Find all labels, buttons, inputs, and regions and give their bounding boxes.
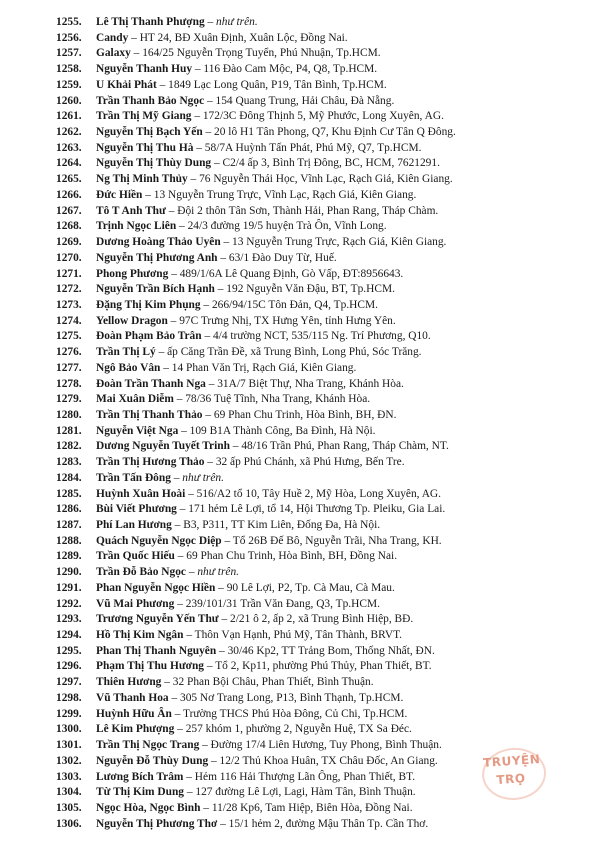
entry-address: – 257 khóm 1, phường 2, Nguyễn Huệ, TX Sa Đéc. bbox=[174, 723, 412, 736]
entry-address: – ấp Căng Trần Đề, xã Trung Bình, Long Phú, Sóc Trăng. bbox=[155, 346, 422, 359]
entry-name: Nguyễn Đỗ Thùy Dung bbox=[96, 754, 209, 767]
entry-address: – Hẻm 116 Hải Thượng Lãn Ông, Phan Thiết, BT. bbox=[183, 770, 416, 783]
list-item bbox=[56, 94, 556, 110]
entry-number: 1301. bbox=[56, 739, 82, 752]
entry-address: – Thôn Vạn Hạnh, Phú Mỹ, Tân Thành, BRVT. bbox=[183, 629, 403, 642]
entry-address: – 1849 Lạc Long Quân, P19, Tân Bình, Tp.HCM. bbox=[156, 78, 387, 91]
list-item bbox=[56, 15, 556, 31]
entry-name: Thiên Hương bbox=[96, 676, 162, 689]
entry-number: 1279. bbox=[56, 393, 82, 406]
entry-name: Dương Hoàng Thảo Uyên bbox=[96, 236, 221, 249]
entry-name: Galaxy bbox=[96, 47, 131, 60]
entry-name: Trần Tấn Đông bbox=[96, 471, 171, 484]
entry-number: 1270. bbox=[56, 251, 82, 264]
entry-address: – 4/4 trường NCT, 535/115 Ng. Trí Phương, Q10. bbox=[201, 330, 431, 343]
entry-number: 1282. bbox=[56, 440, 82, 453]
entry-address: – Trường THCS Phú Hòa Đông, Củ Chi, Tp.HCM. bbox=[171, 707, 408, 720]
entry-name: Trần Quốc Hiếu bbox=[96, 550, 175, 563]
entry-address: – 12/2 Thủ Khoa Huân, TX Châu Đốc, An Giang. bbox=[208, 754, 438, 767]
entry-number: 1286. bbox=[56, 503, 82, 516]
entry-address: – như trên. bbox=[185, 566, 240, 579]
list-item bbox=[56, 612, 556, 628]
list-item bbox=[56, 204, 556, 220]
entry-number: 1297. bbox=[56, 676, 82, 689]
list-item bbox=[56, 345, 556, 361]
entry-address: – Tổ 26B Đế Bô, Nguyễn Trãi, Nha Trang, KH. bbox=[221, 534, 442, 547]
entry-name: Trần Thị Thanh Thảo bbox=[96, 408, 203, 421]
list-item bbox=[56, 314, 556, 330]
entry-address: – 63/1 Đào Duy Từ, Huế. bbox=[217, 251, 337, 264]
list-item bbox=[56, 707, 556, 723]
list-item bbox=[56, 78, 556, 94]
entry-address: – 171 hẻm Lê Lợi, tổ 14, Hội Thương Tp. Pleiku, Gia Lai. bbox=[176, 503, 446, 516]
stamp-text-2: TRỌ bbox=[495, 771, 527, 788]
entry-name: Nguyễn Thị Thùy Dung bbox=[96, 157, 212, 170]
entry-name: Nguyễn Thị Thu Hà bbox=[96, 141, 194, 154]
entry-number: 1276. bbox=[56, 346, 82, 359]
entry-name: Huỳnh Hữu Ân bbox=[96, 707, 172, 720]
list-item bbox=[56, 502, 556, 518]
entry-number: 1291. bbox=[56, 581, 82, 594]
entry-number: 1303. bbox=[56, 770, 82, 783]
list-item bbox=[56, 455, 556, 471]
entry-address: – 24/3 đường 19/5 huyện Trà Ôn, Vĩnh Long. bbox=[176, 220, 387, 233]
entry-address: – 192 Nguyễn Văn Đậu, BT, Tp.HCM. bbox=[214, 283, 395, 296]
entry-address: – B3, P311, TT Kim Liên, Đống Đa, Hà Nội. bbox=[171, 519, 381, 531]
entry-number: 1255. bbox=[56, 16, 82, 28]
entry-address: – 76 Nguyễn Thái Học, Vĩnh Lạc, Rạch Giá, Kiên Giang. bbox=[187, 173, 453, 186]
entry-address: – 58/7A Huỳnh Tấn Phát, Phú Mỹ, Q7, Tp.HCM. bbox=[193, 141, 422, 154]
entry-name: Trần Thị Hương Thảo bbox=[96, 456, 205, 469]
entry-number: 1257. bbox=[56, 47, 82, 60]
entry-address: – 31A/7 Biệt Thự, Nha Trang, Khánh Hòa. bbox=[205, 377, 404, 390]
entry-number: 1258. bbox=[56, 63, 82, 76]
entry-address: – 78/36 Tuệ Tĩnh, Nha Trang, Khánh Hòa. bbox=[173, 393, 371, 406]
list-item bbox=[56, 329, 556, 345]
entry-number: 1269. bbox=[56, 236, 82, 249]
entry-number: 1288. bbox=[56, 534, 82, 547]
entry-address: – 69 Phan Chu Trinh, Hòa Bình, BH, ĐN. bbox=[202, 408, 397, 421]
entry-name: Vũ Thanh Hoa bbox=[96, 691, 169, 704]
entry-address: – HT 24, BĐ Xuân Định, Xuân Lộc, Đồng Nai. bbox=[128, 31, 348, 44]
list-item bbox=[56, 691, 556, 707]
entry-address: – 172/3C Đông Thịnh 5, Mỹ Phước, Long Xuyên, AG. bbox=[191, 110, 444, 123]
entry-number: 1268. bbox=[56, 220, 82, 233]
list-item bbox=[56, 251, 556, 267]
entry-name: Đặng Thị Kim Phụng bbox=[96, 298, 201, 311]
entry-address: – 69 Phan Chu Trinh, Hòa Bình, BH, Đồng Nai. bbox=[174, 550, 398, 563]
entry-number: 1285. bbox=[56, 487, 82, 500]
list-item bbox=[56, 801, 556, 817]
entry-name: Mai Xuân Diễm bbox=[96, 393, 174, 406]
entry-address: – Tổ 2, Kp11, phường Phú Thủy, Phan Thiết, BT. bbox=[204, 660, 432, 673]
entry-name: Lê Kim Phượng bbox=[96, 723, 175, 736]
entry-name: Quách Nguyễn Ngọc Diệp bbox=[96, 534, 222, 547]
entry-name: Trần Thị Lý bbox=[96, 346, 156, 359]
entry-address: – 15/1 hẻm 2, đường Mậu Thân Tp. Cần Thơ. bbox=[217, 817, 429, 830]
entry-name: Đoàn Phạm Bảo Trân bbox=[96, 330, 202, 343]
list-item bbox=[56, 785, 556, 801]
entry-name: Ngô Bảo Vân bbox=[96, 361, 161, 374]
entry-address: – 305 Nơ Trang Long, P13, Bình Thạnh, Tp.HCM. bbox=[168, 691, 404, 704]
entry-address: – 516/A2 tổ 10, Tây Huề 2, Mỹ Hòa, Long Xuyên, AG. bbox=[185, 487, 442, 500]
entry-name: Trịnh Ngọc Liên bbox=[96, 220, 177, 233]
entry-number: 1273. bbox=[56, 298, 82, 311]
entry-number: 1263. bbox=[56, 141, 82, 154]
entry-address: – 11/28 Kp6, Tam Hiệp, Biên Hòa, Đồng Nai. bbox=[200, 801, 413, 814]
entry-address: – Đội 2 thôn Tân Sơn, Thành Hải, Phan Rang, Tháp Chàm. bbox=[165, 204, 439, 217]
list-item bbox=[56, 644, 556, 660]
entry-name: Phí Lan Hương bbox=[96, 519, 172, 531]
address-list bbox=[56, 15, 556, 832]
entry-number: 1306. bbox=[56, 817, 82, 830]
entry-address: – 13 Nguyễn Trung Trực, Rạch Giá, Kiên Giang. bbox=[220, 236, 447, 249]
entry-number: 1280. bbox=[56, 408, 82, 421]
list-item bbox=[56, 817, 556, 833]
entry-address: – 154 Quang Trung, Hải Châu, Đà Nẵng. bbox=[204, 94, 395, 107]
entry-number: 1289. bbox=[56, 550, 82, 563]
entry-address: – 239/101/31 Trần Văn Đang, Q3, Tp.HCM. bbox=[174, 597, 380, 610]
entry-address: – 48/16 Trần Phú, Phan Rang, Tháp Chàm, NT. bbox=[229, 440, 449, 453]
entry-number: 1300. bbox=[56, 723, 82, 736]
entry-number: 1294. bbox=[56, 629, 82, 642]
list-item bbox=[56, 518, 556, 534]
entry-number: 1295. bbox=[56, 644, 82, 657]
entry-address: – C2/4 ấp 3, Bình Trị Đông, BC, HCM, 7621291. bbox=[211, 157, 440, 170]
entry-name: Nguyễn Thị Phương Thơ bbox=[96, 817, 218, 830]
entry-number: 1293. bbox=[56, 613, 82, 626]
entry-name: Trần Thị Mỹ Giang bbox=[96, 110, 192, 123]
entry-name: Candy bbox=[96, 31, 129, 44]
list-item bbox=[56, 424, 556, 440]
entry-address: – Đường 17/4 Liên Hương, Tuy Phong, Bình Thuận. bbox=[199, 739, 442, 752]
list-item bbox=[56, 534, 556, 550]
entry-number: 1292. bbox=[56, 597, 82, 610]
entry-name: Dương Nguyễn Tuyết Trinh bbox=[96, 440, 230, 453]
stamp-text-1: TRUYỆN bbox=[482, 752, 541, 771]
entry-name: Trần Thanh Bảo Ngọc bbox=[96, 94, 205, 107]
list-item bbox=[56, 392, 556, 408]
entry-address: – như trên. bbox=[204, 16, 258, 28]
list-item bbox=[56, 31, 556, 47]
entry-name: Nguyễn Thị Phương Anh bbox=[96, 251, 218, 264]
list-item bbox=[56, 675, 556, 691]
entry-name: Trần Thị Ngọc Trang bbox=[96, 739, 200, 752]
list-item bbox=[56, 439, 556, 455]
list-item bbox=[56, 471, 556, 487]
entry-number: 1299. bbox=[56, 707, 82, 720]
entry-name: Vũ Mai Phương bbox=[96, 597, 175, 610]
watermark-stamp bbox=[480, 746, 545, 800]
entry-name: Yellow Dragon bbox=[96, 314, 168, 327]
entry-number: 1271. bbox=[56, 267, 82, 280]
entry-name: Lê Thị Thanh Phượng bbox=[96, 16, 205, 28]
list-item bbox=[56, 549, 556, 565]
entry-number: 1274. bbox=[56, 314, 82, 327]
entry-name: Đoàn Trần Thanh Nga bbox=[96, 377, 206, 390]
list-item bbox=[56, 267, 556, 283]
entry-name: Phạm Thị Thu Hương bbox=[96, 660, 205, 673]
entry-number: 1283. bbox=[56, 456, 82, 469]
list-item bbox=[56, 377, 556, 393]
entry-name: Nguyễn Thanh Huy bbox=[96, 63, 193, 76]
entry-number: 1304. bbox=[56, 786, 82, 799]
list-item bbox=[56, 219, 556, 235]
entry-name: Nguyễn Việt Nga bbox=[96, 424, 179, 437]
entry-number: 1264. bbox=[56, 157, 82, 170]
list-item bbox=[56, 172, 556, 188]
entry-number: 1278. bbox=[56, 377, 82, 390]
entry-name: U Khải Phát bbox=[96, 78, 157, 91]
entry-number: 1305. bbox=[56, 801, 82, 814]
entry-number: 1284. bbox=[56, 471, 82, 484]
entry-name: Trần Đỗ Bảo Ngọc bbox=[96, 566, 186, 579]
entry-address: – 266/94/15C Tôn Đản, Q4, Tp.HCM. bbox=[200, 298, 378, 311]
entry-number: 1260. bbox=[56, 94, 82, 107]
entry-address: – 32 Phan Bội Châu, Phan Thiết, Bình Thuận. bbox=[161, 676, 374, 689]
entry-number: 1261. bbox=[56, 110, 82, 123]
list-item bbox=[56, 188, 556, 204]
entry-number: 1265. bbox=[56, 173, 82, 186]
entry-address: – như trên. bbox=[170, 471, 224, 484]
list-item bbox=[56, 487, 556, 503]
list-item bbox=[56, 581, 556, 597]
entry-name: Phong Phương bbox=[96, 267, 169, 280]
entry-number: 1287. bbox=[56, 519, 82, 531]
list-item bbox=[56, 46, 556, 62]
entry-address: – 2/21 ô 2, ấp 2, xã Trung Bình Hiệp, BĐ. bbox=[218, 613, 414, 626]
entry-name: Trương Nguyễn Yến Thư bbox=[96, 613, 219, 626]
entry-name: Tô T Anh Thư bbox=[96, 204, 166, 217]
list-item bbox=[56, 109, 556, 125]
entry-number: 1272. bbox=[56, 283, 82, 296]
entry-address: – 164/25 Nguyễn Trọng Tuyển, Phú Nhuận, Tp.HCM. bbox=[130, 47, 381, 60]
entry-address: – 32 ấp Phú Chánh, xã Phú Hưng, Bến Tre. bbox=[204, 456, 405, 469]
entry-address: – 116 Đào Cam Mộc, P4, Q8, Tp.HCM. bbox=[192, 63, 378, 76]
entry-number: 1290. bbox=[56, 566, 82, 579]
entry-address: – 90 Lê Lợi, P2, Tp. Cà Mau, Cà Mau. bbox=[215, 581, 395, 594]
list-item bbox=[56, 62, 556, 78]
entry-number: 1302. bbox=[56, 754, 82, 767]
list-item bbox=[56, 722, 556, 738]
entry-name: Phan Nguyễn Ngọc Hiền bbox=[96, 581, 216, 594]
list-item bbox=[56, 141, 556, 157]
list-item bbox=[56, 628, 556, 644]
entry-number: 1256. bbox=[56, 31, 82, 44]
entry-name: Phan Thị Thanh Nguyên bbox=[96, 644, 217, 657]
list-item bbox=[56, 282, 556, 298]
entry-number: 1298. bbox=[56, 691, 82, 704]
entry-number: 1275. bbox=[56, 330, 82, 343]
entry-number: 1259. bbox=[56, 78, 82, 91]
entry-name: Nguyễn Thị Bạch Yến bbox=[96, 126, 203, 139]
entry-number: 1266. bbox=[56, 188, 82, 201]
list-item bbox=[56, 361, 556, 377]
list-item bbox=[56, 156, 556, 172]
entry-number: 1296. bbox=[56, 660, 82, 673]
entry-name: Từ Thị Kim Dung bbox=[96, 786, 184, 799]
entry-address: – 30/46 Kp2, TT Trảng Bom, Thống Nhất, ĐN. bbox=[216, 644, 435, 657]
list-item bbox=[56, 565, 556, 581]
entry-address: – 14 Phan Văn Trị, Rạch Giá, Kiên Giang. bbox=[160, 361, 357, 374]
entry-address: – 127 đường Lê Lợi, Lagi, Hàm Tân, Bình Thuận. bbox=[183, 786, 416, 799]
entry-number: 1262. bbox=[56, 126, 82, 139]
entry-name: Ngọc Hòa, Ngọc Bình bbox=[96, 801, 201, 814]
entry-name: Ng Thị Minh Thủy bbox=[96, 173, 188, 186]
entry-name: Lương Bích Trâm bbox=[96, 770, 184, 783]
entry-name: Nguyễn Trần Bích Hạnh bbox=[96, 283, 215, 296]
list-item bbox=[56, 125, 556, 141]
entry-address: – 13 Nguyễn Trung Trực, Vĩnh Lạc, Rạch Giá, Kiên Giang. bbox=[142, 188, 417, 201]
list-item bbox=[56, 408, 556, 424]
list-item bbox=[56, 597, 556, 613]
entry-address: – 109 B1A Thành Công, Ba Đình, Hà Nội. bbox=[178, 424, 376, 437]
entry-number: 1267. bbox=[56, 204, 82, 217]
list-item bbox=[56, 298, 556, 314]
entry-name: Hồ Thị Kim Ngân bbox=[96, 629, 184, 642]
entry-number: 1277. bbox=[56, 361, 82, 374]
entry-number: 1281. bbox=[56, 424, 82, 437]
list-item bbox=[56, 235, 556, 251]
entry-address: – 97C Trưng Nhị, TX Hưng Yên, tỉnh Hưng Yên. bbox=[167, 314, 396, 327]
entry-name: Bùi Viết Phương bbox=[96, 503, 177, 516]
entry-name: Huỳnh Xuân Hoài bbox=[96, 487, 186, 500]
entry-address: – 20 lô H1 Tân Phong, Q7, Khu Định Cư Tân Q Đông. bbox=[202, 126, 456, 139]
entry-name: Đức Hiền bbox=[96, 188, 143, 201]
list-item bbox=[56, 659, 556, 675]
entry-address: – 489/1/6A Lê Quang Định, Gò Vấp, ĐT:8956643. bbox=[168, 267, 404, 280]
